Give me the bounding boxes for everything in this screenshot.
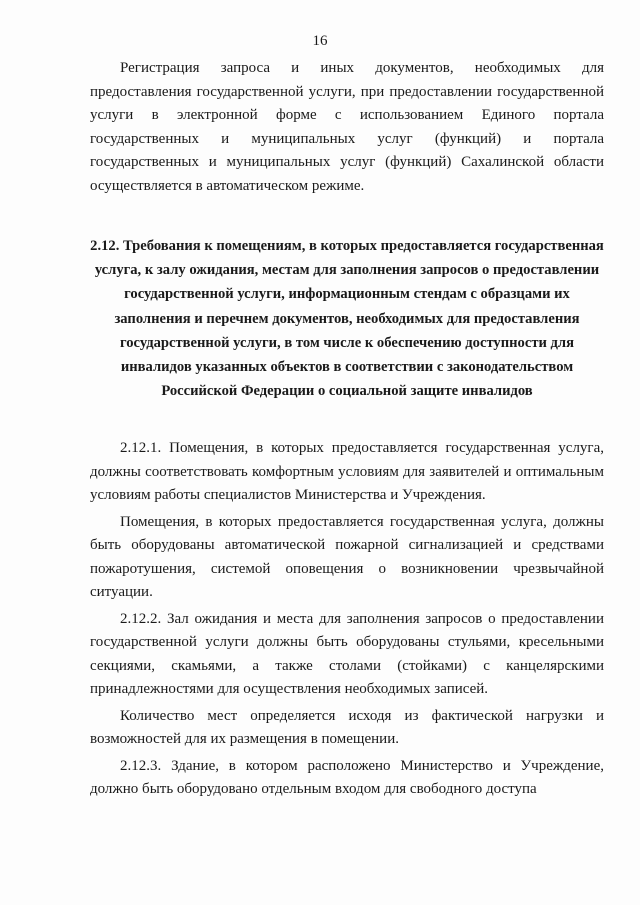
section-heading: 2.12. Требования к помещениям, в которых предоставляется государственная услуга, к залу ожидания, местам для заполнения запросов о предоставлении государственной услуги, информационным стендам с образцами их заполнения и перечнем документов, необходимых для предоставления государственной услуги, в том числе к обеспечению доступности для инвалидов указанных объектов в соответствии с законодательством Российской Федерации о социальной защите инвалидов: [90, 238, 604, 400]
paragraph-seats-count: Количество мест определяется исходя из фактической нагрузки и возможностей для их размещения в помещении.: [90, 707, 604, 748]
paragraph-2-12-2: 2.12.2. Зал ожидания и места для заполнения запросов о предоставлении государственной услуги должны быть оборудованы стульями, кресельными секциями, скамьями, а также столами (стойками) с канцелярскими принадлежностями для осуществления необходимых записей.: [90, 610, 604, 698]
page-content: [90, 57, 604, 802]
paragraph-registration: Регистрация запроса и иных документов, необходимых для предоставления государственной услуги, при предоставлении государственной услуги в электронной форме с использованием Единого портала государственных и муниципальных услуг (функций) и портала государственных и муниципальных услуг (функций) Сахалинской области осуществляется в автоматическом режиме.: [90, 60, 604, 194]
paragraph-fire-safety: Помещения, в которых предоставляется государственная услуга, должны быть оборудованы автоматической пожарной сигнализацией и средствами пожаротушения, системой оповещения о возникновении чрезвычайной ситуации.: [90, 513, 604, 601]
paragraph-2-12-3: 2.12.3. Здание, в котором расположено Министерство и Учреждение, должно быть оборудовано отдельным входом для свободного доступа: [90, 757, 604, 798]
page-number: 16: [312, 33, 328, 49]
paragraph-2-12-1: 2.12.1. Помещения, в которых предоставляется государственная услуга, должны соответствовать комфортным условиям для заявителей и оптимальным условиям работы специалистов Министерства и Учреждения.: [90, 440, 604, 504]
